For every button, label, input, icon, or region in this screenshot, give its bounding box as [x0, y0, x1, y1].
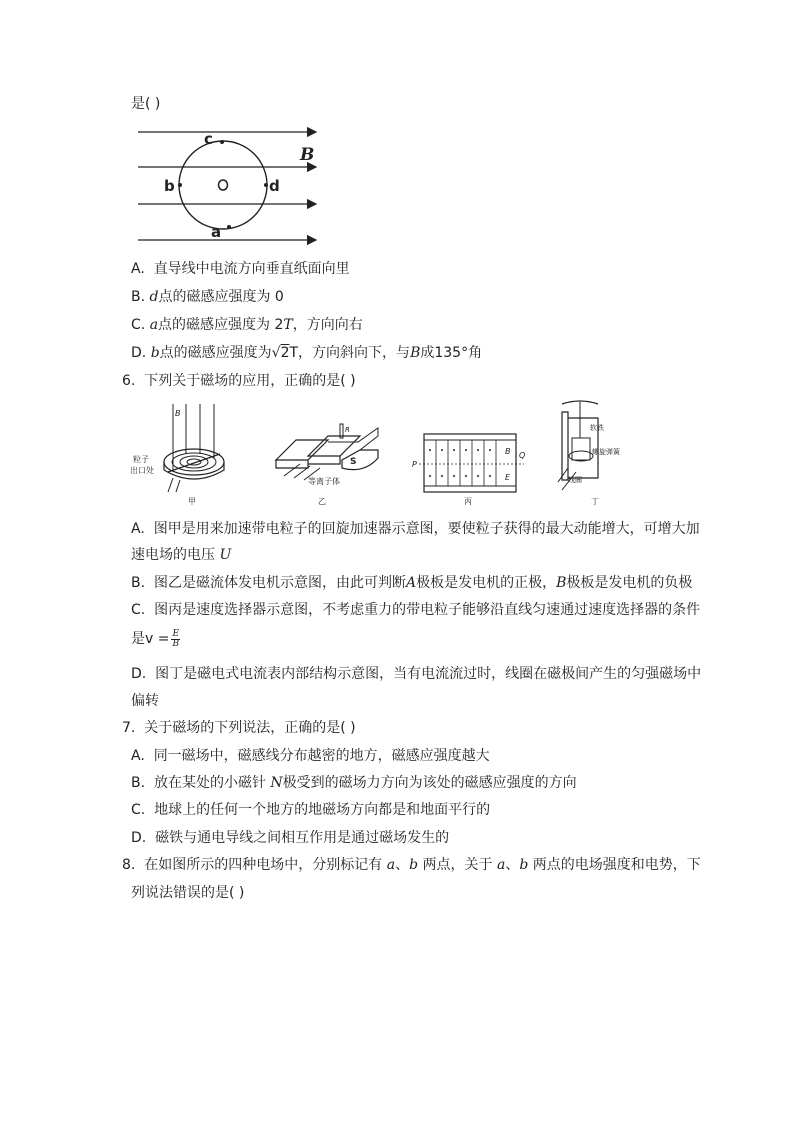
figure-jia — [130, 404, 224, 506]
svg-text:等离子体: 等离子体 — [308, 477, 340, 486]
circle-path — [179, 141, 267, 229]
q7-option-d: D. 磁铁与通电导线之间相互作用是通过磁场发生的 — [131, 830, 450, 846]
q5-option-d: D. b点的磁感应强度为√2T，方向斜向下，与B成135°角 — [131, 345, 483, 361]
figure-bing — [412, 434, 525, 506]
svg-text:丙: 丙 — [464, 497, 472, 506]
q5-field-figure — [132, 122, 328, 250]
q8-stem-line2: 列说法错误的是( ) — [131, 885, 245, 901]
svg-text:乙: 乙 — [318, 497, 326, 506]
label-b: b — [164, 177, 175, 195]
q5-option-b: B. d点的磁感应强度为 0 — [131, 289, 284, 305]
label-a: a — [211, 223, 222, 241]
q8-stem-line1: 8. 在如图所示的四种电场中，分别标记有 a、b 两点，关于 a、b 两点的电场强度和电势，下 — [122, 857, 701, 873]
fraction-e-over-b: $\frac{E}{B}$ — [172, 628, 180, 649]
svg-text:甲: 甲 — [188, 497, 196, 506]
q6-figures — [128, 398, 638, 508]
svg-text:粒子: 粒子 — [133, 455, 149, 464]
svg-text:线圈: 线圈 — [568, 476, 582, 484]
q6-option-c-line1: C. 图丙是速度选择器示意图，不考虑重力的带电粒子能够沿直线匀速通过速度选择器的条件 — [131, 602, 701, 618]
q5-option-c: C. a点的磁感应强度为 2T，方向向右 — [131, 317, 363, 333]
svg-text:R: R — [345, 426, 350, 434]
point-a — [227, 225, 231, 229]
point-d — [264, 183, 268, 187]
wire-symbol — [219, 180, 228, 190]
q7-stem: 7. 关于磁场的下列说法，正确的是( ) — [122, 720, 356, 736]
q5-option-a: A. 直导线中电流方向垂直纸面向里 — [131, 261, 350, 277]
label-d: d — [269, 177, 280, 195]
svg-text:E: E — [505, 473, 511, 482]
q7-option-b: B. 放在某处的小磁针 N极受到的磁场力方向为该处的磁感应强度的方向 — [131, 775, 577, 791]
q6-option-a-line2: 速电场的电压 U — [131, 547, 232, 563]
svg-text:Q: Q — [519, 451, 526, 460]
label-field-b: B — [300, 145, 315, 165]
q5-stem-tail: 是( ) — [131, 96, 161, 112]
figure-yi — [276, 424, 378, 506]
q6-option-d-line1: D. 图丁是磁电式电流表内部结构示意图，当有电流流过时，线圈在磁极间产生的匀强磁场中 — [131, 666, 702, 682]
q6-option-c-line2: 是v = $\frac{E}{B}$ — [131, 628, 180, 649]
svg-text:P: P — [412, 460, 417, 469]
svg-text:软铁: 软铁 — [590, 424, 604, 432]
q6-option-a-line1: A. 图甲是用来加速带电粒子的回旋加速器示意图，要使粒子获得的最大动能增大，可增大加 — [131, 521, 700, 537]
label-c: c — [204, 130, 213, 148]
svg-text:丁: 丁 — [591, 497, 599, 506]
q6-option-b: B. 图乙是磁流体发电机示意图，由此可判断A极板是发电机的正极，B极板是发电机的负极 — [131, 575, 693, 591]
q6-option-d-line2: 偏转 — [131, 693, 159, 709]
svg-text:B: B — [505, 447, 511, 456]
svg-text:B: B — [175, 409, 181, 418]
svg-text:出口处: 出口处 — [130, 466, 154, 475]
figure-ding — [558, 401, 621, 506]
svg-text:螺旋弹簧: 螺旋弹簧 — [592, 448, 620, 456]
q6-stem: 6. 下列关于磁场的应用，正确的是( ) — [122, 373, 356, 389]
point-c — [220, 140, 224, 144]
q7-option-a: A. 同一磁场中，磁感线分布越密的地方，磁感应强度越大 — [131, 748, 490, 764]
point-b — [178, 183, 182, 187]
svg-text:S: S — [350, 457, 357, 467]
q7-option-c: C. 地球上的任何一个地方的地磁场方向都是和地面平行的 — [131, 802, 491, 818]
